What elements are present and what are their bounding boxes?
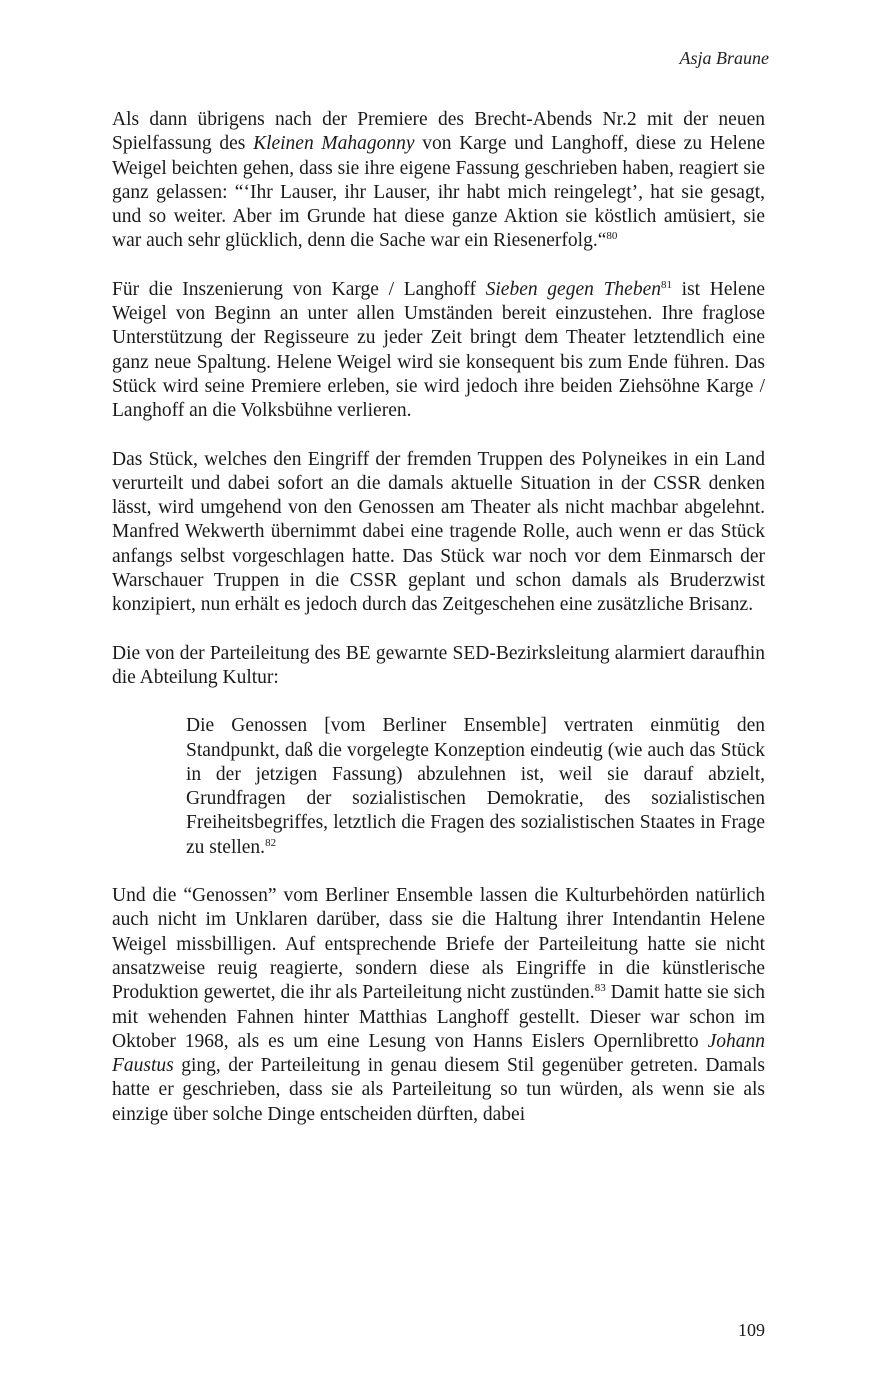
running-header-author: Asja Braune	[679, 48, 769, 68]
work-title: Sieben gegen Theben	[485, 278, 661, 300]
text-run: ist Helene Weigel von Beginn an unter allen Umständen bereit einzustehen. Ihre fraglose Unterstützung der Regisseure zu jeder Zeit bringt dem Theater letztendlich eine ganz neue Spaltung. Helene Weigel wird sie konsequent bis zum Ende führen. Das Stück wird seine Premiere erleben, sie wird jedoch ihre beiden Ziehsöhne Karge / Langhoff an die Volksbühne verlieren.	[112, 278, 766, 422]
work-title: Johann Faustus	[112, 1030, 765, 1077]
footnote-ref: 83	[594, 982, 606, 995]
text-run: Damit hatte sie sich mit wehenden Fahnen hinter Matthias Langhoff gestellt. Dieser war schon im Oktober 1968, als es um eine Lesung von Hanns Eislers Opernlibretto	[112, 982, 765, 1052]
paragraph-1	[112, 108, 765, 254]
footnote-ref: 82	[265, 836, 277, 849]
paragraph-4: Die von der Parteileitung des BE gewarnte SED-Bezirksleitung alarmiert daraufhin die Abteilung Kultur:	[112, 642, 765, 688]
work-title: Kleinen Mahagonny	[253, 133, 415, 155]
text-run: Für die Inszenierung von Karge / Langhoff	[112, 278, 486, 300]
paragraph-5	[112, 884, 765, 1127]
page-number: 109	[738, 1320, 765, 1340]
text-run: von Karge und Langhoff, diese zu Helene Weigel beichten gehen, dass sie ihre eigene Fassung geschrieben haben, reagiert sie ganz gelassen: “‘Ihr Lauser, ihr Lauser, ihr habt mich reingelegt’, hat sie gesagt, und so weiter. Aber im Grunde hat diese ganze Aktion sie köstlich amüsiert, sie war auch sehr glücklich, denn die Sache war ein Riesenerfolg.“	[112, 133, 765, 252]
footnote-ref: 80	[606, 230, 618, 243]
text-run: Als dann übrigens nach der Premiere des Brecht-Abends Nr.2 mit der neuen Spielfassung des	[112, 109, 765, 155]
block-quote	[186, 714, 765, 860]
quote-text: Die Genossen [vom Berliner Ensemble] vertraten einmütig den Standpunkt, daß die vorgelegte Konzeption eindeutig (wie auch das Stück in der jetzigen Fassung) abzulehnen ist, weil sie darauf abzielt, Grundfragen der sozialistischen Demokratie, des sozialistischen Freiheitsbegriffes, letztlich die Fragen des sozialistischen Staates in Frage zu stellen.	[186, 715, 765, 858]
paragraph-2	[112, 278, 765, 424]
footnote-ref: 81	[660, 278, 672, 291]
page-body	[112, 108, 765, 1127]
text-run: Und die “Genossen” vom Berliner Ensemble lassen die Kulturbehörden natürlich auch nicht im Unklaren darüber, dass sie die Haltung ihrer Intendantin Helene Weigel missbilligen. Auf entsprechende Briefe der Parteileitung hatte sie nicht ansatzweise reuig reagierte, sondern diese als Eingriffe in die künstlerische Produktion gewertet, die ihr als Parteileitung nicht zustünden.	[112, 885, 765, 1004]
paragraph-3: Das Stück, welches den Eingriff der fremden Truppen des Polyneikes in ein Land verurteilt und dabei sofort an die damals aktuelle Situation in der CSSR denken lässt, wird umgehend von den Genossen am Theater als nicht machbar abgelehnt. Manfred Wekwerth übernimmt dabei eine tragende Rolle, auch wenn er das Stück anfangs selbst vorgeschlagen hatte. Das Stück war noch vor dem Einmarsch der Warschauer Truppen in die CSSR geplant und schon damals als Bruderzwist konzipiert, nun erhält es jedoch durch das Zeitgeschehen eine zusätzliche Brisanz.	[112, 448, 765, 616]
text-run: ging, der Parteileitung in genau diesem Stil gegenüber getreten. Damals hatte er geschrieben, dass sie als Parteileitung so tun würden, als wenn sie als einzige über solche Dinge entscheiden dürften, dabei	[112, 1055, 765, 1125]
